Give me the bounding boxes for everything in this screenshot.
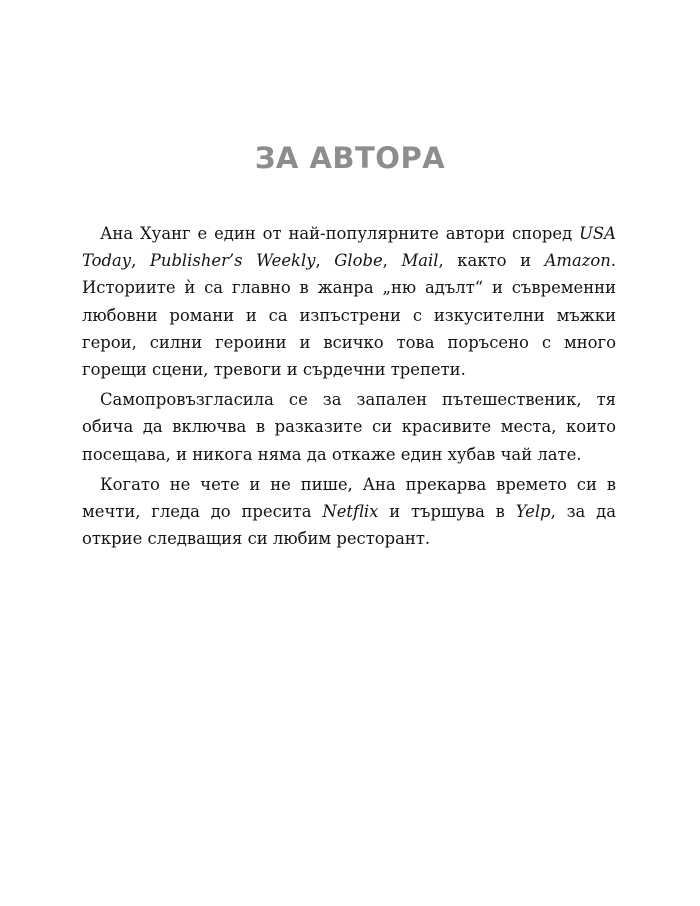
italic-title-usa-today: USA Today [82, 224, 616, 271]
italic-title-yelp: Yelp [515, 502, 551, 522]
text-segment: , [131, 251, 150, 271]
italic-title-mail: Mail [401, 251, 439, 271]
italic-title-globe: Globe [334, 251, 383, 271]
text-segment: Самопровъзгласила се за запален пътешественик, тя обича да включва в разказите си красивите места, които посещава, и никога няма да откаже един хубав чай лате. [82, 390, 616, 464]
bio-paragraph-2 [82, 386, 616, 468]
text-segment: . Историите ѝ са главно в жанра „ню адълт“ и съвременни любовни романи и са изпъстрени с изкусителни мъжки герои, силни героини и всичко това поръсено с много горещи сцени, тревоги и сърдечни трепети. [82, 251, 617, 380]
text-segment: , [315, 251, 335, 271]
bio-paragraph-3 [82, 471, 616, 553]
text-segment: и тършува в [378, 502, 516, 522]
bio-paragraph-1 [82, 220, 616, 383]
text-segment: , както и [438, 251, 545, 271]
text-segment: , за да открие следващия си любим ресторант. [82, 502, 616, 549]
italic-title-amazon: Amazon [544, 251, 611, 271]
author-bio [82, 220, 616, 555]
page-title: ЗА АВТОРА [254, 141, 446, 175]
text-segment: Когато не чете и не пише, Ана прекарва времето си в мечти, гледа до пресита [82, 474, 616, 522]
text-segment: Ана Хуанг е един от най-популярните автори според [100, 224, 580, 243]
italic-title-netflix: Netflix [322, 502, 379, 522]
italic-title-publishers-weekly: Publisher’s Weekly [149, 251, 316, 271]
text-segment: , [382, 251, 402, 271]
